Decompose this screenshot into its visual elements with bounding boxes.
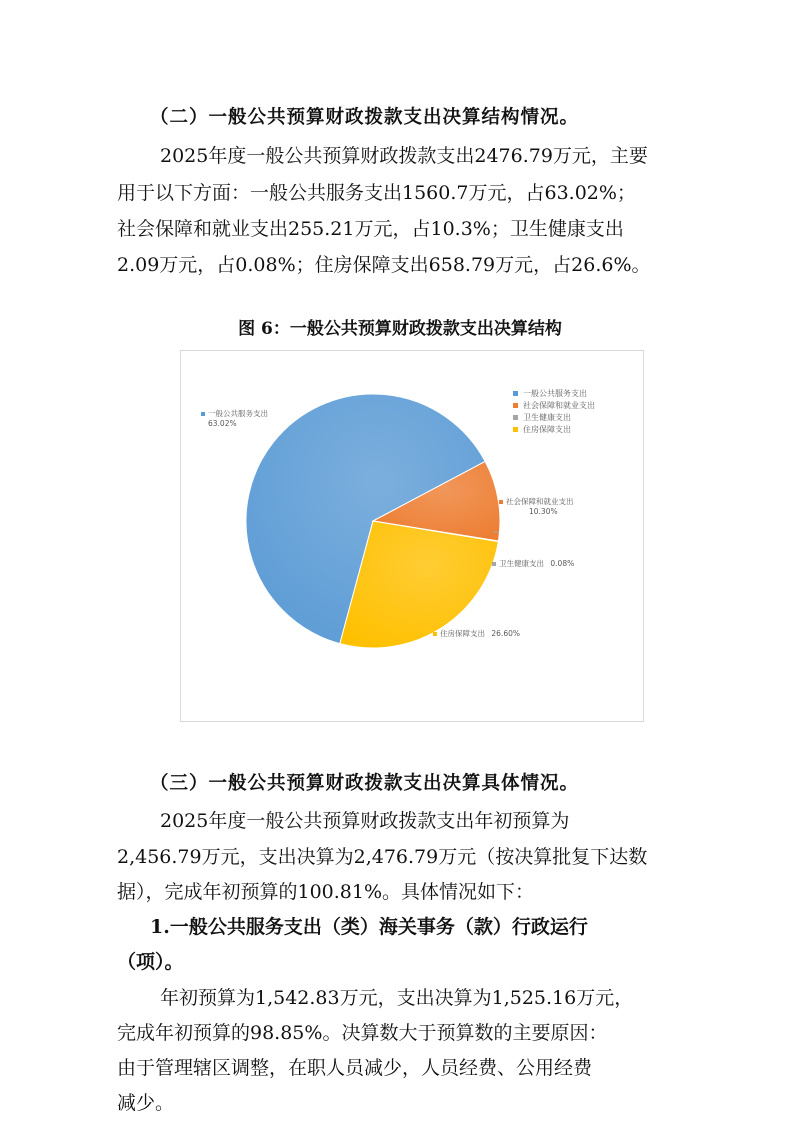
section3-paragraph-line: 2,456.79万元，支出决算为2,476.79万元（按决算批复下达数 xyxy=(117,846,648,868)
figure-title: 图 6：一般公共预算财政拨款支出决算结构 xyxy=(238,319,562,339)
section2-paragraph-line: 2.09万元，占0.08%；住房保障支出658.79万元，占26.6%。 xyxy=(117,254,651,276)
item1-heading-cont: （项）。 xyxy=(117,951,184,973)
data-label-housing xyxy=(433,629,520,639)
item1-heading: 1.一般公共服务支出（类）海关事务（款）行政运行 xyxy=(150,916,588,938)
data-label-value: 63.02% xyxy=(208,419,237,428)
section2-paragraph-line: 社会保障和就业支出255.21万元，占10.3%；卫生健康支出 xyxy=(117,218,624,240)
section2-paragraph-line: 用于以下方面：一般公共服务支出1560.7万元，占63.02%； xyxy=(117,182,636,204)
chart-legend xyxy=(513,387,595,435)
section2-heading: （二）一般公共预算财政拨款支出决算结构情况。 xyxy=(150,107,580,128)
legend-label: 社会保障和就业支出 xyxy=(523,400,595,410)
data-label-category: 住房保障支出 xyxy=(440,629,485,638)
data-label-health xyxy=(492,559,574,569)
data-label-social-security xyxy=(499,497,574,517)
legend-label: 一般公共服务支出 xyxy=(523,388,587,398)
item1-paragraph-line: 完成年初预算的98.85%。决算数大于预算数的主要原因： xyxy=(117,1022,608,1044)
data-label-swatch xyxy=(201,412,205,416)
section3-paragraph-line: 2025年度一般公共预算财政拨款支出年初预算为 xyxy=(160,810,570,832)
pie-chart xyxy=(180,350,644,722)
section2-paragraph-line: 2025年度一般公共预算财政拨款支出2476.79万元，主要 xyxy=(160,145,648,167)
data-label-swatch xyxy=(433,632,437,636)
legend-swatch xyxy=(513,403,518,408)
data-label-value: 0.08% xyxy=(550,559,575,568)
legend-label: 卫生健康支出 xyxy=(523,412,571,422)
item1-paragraph-line: 减少。 xyxy=(117,1092,175,1114)
section3-heading: （三）一般公共预算财政拨款支出决算具体情况。 xyxy=(150,773,580,794)
legend-item xyxy=(513,399,595,411)
data-label-category: 一般公共服务支出 xyxy=(208,409,268,418)
legend-swatch xyxy=(513,415,518,420)
data-label-value: 10.30% xyxy=(529,507,558,516)
data-label-swatch xyxy=(499,500,503,504)
legend-swatch xyxy=(513,391,518,396)
item1-paragraph-line: 由于管理辖区调整，在职人员减少，人员经费、公用经费 xyxy=(117,1057,593,1079)
legend-item xyxy=(513,411,595,423)
legend-swatch xyxy=(513,427,518,432)
legend-label: 住房保障支出 xyxy=(523,424,571,434)
item1-paragraph-line: 年初预算为1,542.83万元，支出决算为1,525.16万元， xyxy=(160,987,634,1009)
data-label-public-services xyxy=(201,409,268,429)
data-label-value: 26.60% xyxy=(491,629,520,638)
legend-item xyxy=(513,387,595,399)
data-label-category: 卫生健康支出 xyxy=(499,559,544,568)
data-label-category: 社会保障和就业支出 xyxy=(506,497,574,506)
data-label-swatch xyxy=(492,562,496,566)
section3-paragraph-line: 据），完成年初预算的100.81%。具体情况如下： xyxy=(117,881,535,903)
legend-item xyxy=(513,423,595,435)
